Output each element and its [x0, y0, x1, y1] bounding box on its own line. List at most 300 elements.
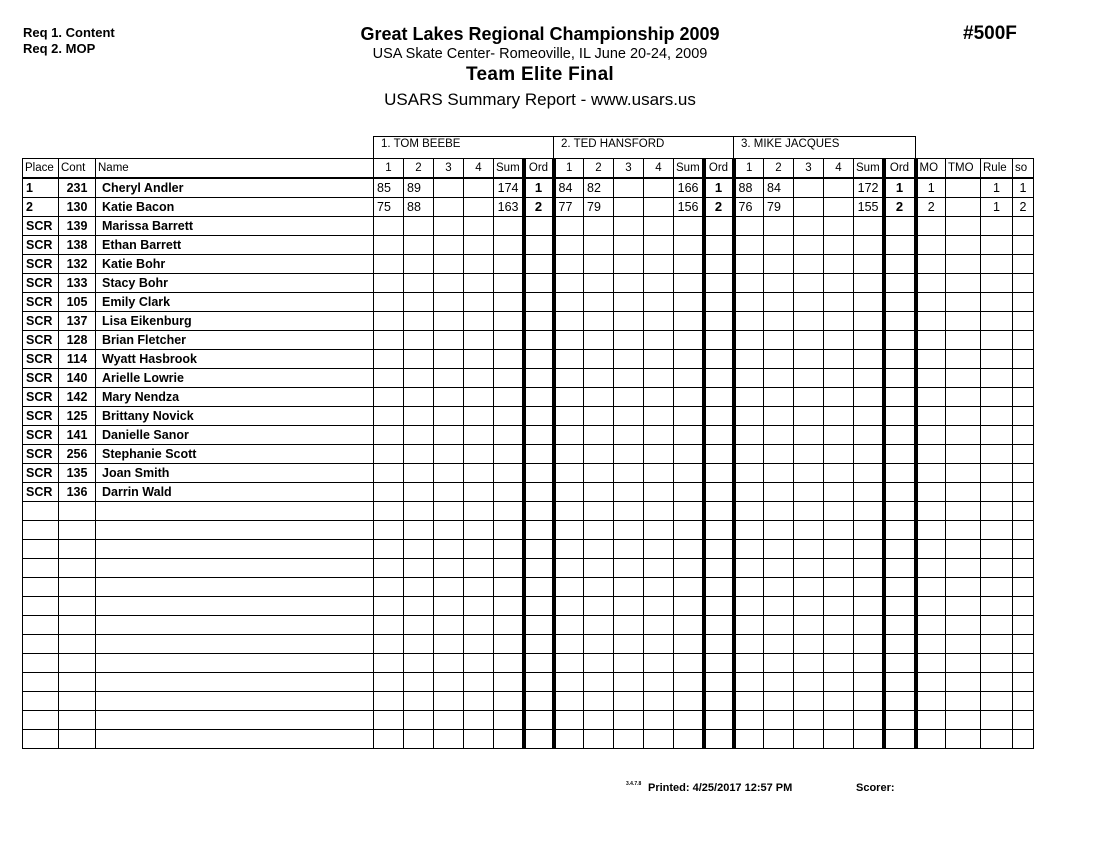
- judge-2-score-2: [584, 255, 614, 274]
- judge-2-score-1: [554, 350, 584, 369]
- judge-2-score-3: [614, 312, 644, 331]
- judge-2-score-4: [644, 559, 674, 578]
- column-header-row: [23, 159, 1034, 179]
- judge-3-score-2: [764, 559, 794, 578]
- judge-3-score-3: [794, 578, 824, 597]
- judge-1-score-1: [374, 369, 404, 388]
- contestant-number-cell: 125: [59, 407, 96, 426]
- judge-1-score-1: [374, 312, 404, 331]
- judge-2-score-4: [644, 350, 674, 369]
- judge-1-score-3: [434, 236, 464, 255]
- judge-2-score-1: [554, 217, 584, 236]
- judge-3-score-1: [734, 692, 764, 711]
- judge-1-ordinal: [524, 654, 554, 673]
- judge-1-score-2: [404, 540, 434, 559]
- judge-1-score-3: [434, 635, 464, 654]
- judge-3-sum: [854, 578, 884, 597]
- judge-2-score-1: [554, 445, 584, 464]
- judge-3-score-1: [734, 597, 764, 616]
- judge-2-score-1: [554, 483, 584, 502]
- rule-cell: [981, 369, 1013, 388]
- judge-3-sum: [854, 407, 884, 426]
- contestant-number-cell: [59, 521, 96, 540]
- judge-1-score-3: [434, 597, 464, 616]
- requirement-1: Req 1. Content: [23, 25, 115, 40]
- contestant-number-cell: [59, 711, 96, 730]
- judge-1-sum: 163: [494, 198, 524, 217]
- judge-2-score-2: [584, 369, 614, 388]
- judge-3-sum: [854, 483, 884, 502]
- rule-cell: [981, 692, 1013, 711]
- judge-3-score-3: [794, 502, 824, 521]
- judge-2-sum: [674, 597, 704, 616]
- judge-2-score-1: [554, 692, 584, 711]
- judge-1-ordinal: [524, 730, 554, 749]
- mo-cell: [916, 654, 946, 673]
- skater-name-cell: [96, 521, 374, 540]
- judge-2-score-2: [584, 692, 614, 711]
- tmo-cell: [946, 236, 981, 255]
- judge-1-sum: [494, 730, 524, 749]
- header-judge-3-col-3: 3: [794, 159, 824, 179]
- judge-3-sum: [854, 635, 884, 654]
- contestant-number-cell: [59, 635, 96, 654]
- judge-2-ordinal: [704, 692, 734, 711]
- judge-2-sum: [674, 388, 704, 407]
- judge-3-score-1: [734, 730, 764, 749]
- judge-2-score-4: [644, 255, 674, 274]
- judge-1-score-2: [404, 597, 434, 616]
- judge-1-score-2: [404, 236, 434, 255]
- judge-3-score-2: [764, 426, 794, 445]
- judge-2-score-2: [584, 464, 614, 483]
- judge-3-score-1: [734, 236, 764, 255]
- judge-2-sum: [674, 236, 704, 255]
- judge-3-score-2: [764, 255, 794, 274]
- judge-2-ordinal: [704, 578, 734, 597]
- header-judge-1-col-1: 1: [374, 159, 404, 179]
- judge-2-score-2: [584, 616, 614, 635]
- judge-3-ordinal: [884, 635, 916, 654]
- judge-2-score-3: [614, 616, 644, 635]
- judge-1-score-2: [404, 350, 434, 369]
- judge-2-score-2: [584, 521, 614, 540]
- judge-3-score-3: [794, 217, 824, 236]
- judge-1-ordinal: [524, 483, 554, 502]
- judge-1-score-4: [464, 274, 494, 293]
- judge-2-score-3: [614, 331, 644, 350]
- judge-1-score-2: [404, 217, 434, 236]
- judge-3-ordinal: [884, 711, 916, 730]
- judge-1-ordinal: [524, 274, 554, 293]
- judge-2-score-3: [614, 445, 644, 464]
- judge-1-score-2: [404, 521, 434, 540]
- judge-1-ordinal: [524, 388, 554, 407]
- judge-3-sum: [854, 426, 884, 445]
- judge-2-score-3: [614, 673, 644, 692]
- judge-3-score-1: [734, 350, 764, 369]
- so-cell: [1013, 559, 1034, 578]
- header-judge-2-col-4: 4: [644, 159, 674, 179]
- judge-2-score-2: [584, 217, 614, 236]
- skater-name-cell: [96, 540, 374, 559]
- judge-2-sum: [674, 673, 704, 692]
- competition-title: Great Lakes Regional Championship 2009: [360, 24, 720, 44]
- place-cell: SCR: [23, 407, 59, 426]
- contestant-number-cell: 256: [59, 445, 96, 464]
- skater-name-cell: [96, 597, 374, 616]
- judge-2-score-3: [614, 236, 644, 255]
- contestant-number-cell: 105: [59, 293, 96, 312]
- judge-3-sum: [854, 388, 884, 407]
- judge-2-sum: [674, 483, 704, 502]
- judge-3-ordinal: [884, 236, 916, 255]
- so-cell: [1013, 388, 1034, 407]
- judge-1-score-1: [374, 407, 404, 426]
- judge-2-ordinal: [704, 388, 734, 407]
- rule-cell: [981, 236, 1013, 255]
- judge-1-sum: [494, 255, 524, 274]
- judge-1-score-1: [374, 597, 404, 616]
- judge-1-score-3: [434, 198, 464, 217]
- judge-2-ordinal: 2: [704, 198, 734, 217]
- judge-1-score-1: [374, 730, 404, 749]
- judge-1-score-3: [434, 483, 464, 502]
- judge-3-score-2: [764, 635, 794, 654]
- judge-2-ordinal: [704, 274, 734, 293]
- so-cell: 2: [1013, 198, 1034, 217]
- judge-2-score-3: [614, 388, 644, 407]
- skater-name-cell: [96, 635, 374, 654]
- judge-2-score-1: [554, 407, 584, 426]
- rule-cell: [981, 388, 1013, 407]
- contestant-number-cell: 137: [59, 312, 96, 331]
- header-judge-2-col-2: 2: [584, 159, 614, 179]
- judge-3-score-1: [734, 502, 764, 521]
- judge-2-score-1: [554, 369, 584, 388]
- judge-1-score-4: [464, 597, 494, 616]
- judge-3-ordinal: [884, 578, 916, 597]
- place-cell: [23, 559, 59, 578]
- judge-3-score-2: [764, 445, 794, 464]
- judge-3-score-3: [794, 711, 824, 730]
- judge-3-score-4: [824, 236, 854, 255]
- contestant-number-cell: [59, 578, 96, 597]
- contestant-number-cell: 128: [59, 331, 96, 350]
- judge-1-score-1: 75: [374, 198, 404, 217]
- judge-3-score-3: [794, 255, 824, 274]
- judge-2-score-4: [644, 692, 674, 711]
- rule-cell: [981, 331, 1013, 350]
- judge-1-score-4: [464, 178, 494, 198]
- judge-2-score-3: [614, 350, 644, 369]
- judge-1-ordinal: [524, 540, 554, 559]
- skater-name-cell: Katie Bacon: [96, 198, 374, 217]
- judge-1-score-3: [434, 464, 464, 483]
- judge-2-score-2: 82: [584, 178, 614, 198]
- so-cell: [1013, 445, 1034, 464]
- judge-3-score-1: [734, 464, 764, 483]
- judge-2-sum: 166: [674, 178, 704, 198]
- blank-row: [23, 502, 1034, 521]
- judge-3-ordinal: [884, 654, 916, 673]
- judge-1-score-4: [464, 369, 494, 388]
- judge-3-ordinal: [884, 445, 916, 464]
- judge-2-sum: [674, 445, 704, 464]
- mo-cell: [916, 274, 946, 293]
- table-row: [23, 255, 1034, 274]
- judge-1-score-4: [464, 616, 494, 635]
- mo-cell: [916, 597, 946, 616]
- so-cell: [1013, 540, 1034, 559]
- place-cell: SCR: [23, 217, 59, 236]
- judge-3-score-4: [824, 578, 854, 597]
- place-cell: [23, 521, 59, 540]
- scorer-label: Scorer:: [856, 782, 895, 794]
- skater-name-cell: Cheryl Andler: [96, 178, 374, 198]
- tmo-cell: [946, 711, 981, 730]
- judge-1-sum: [494, 293, 524, 312]
- judge-2-score-1: [554, 388, 584, 407]
- rule-cell: [981, 711, 1013, 730]
- judge-1-score-3: [434, 217, 464, 236]
- judge-3-ordinal: 1: [884, 178, 916, 198]
- tmo-cell: [946, 293, 981, 312]
- judge-3-score-3: [794, 635, 824, 654]
- judge-3-score-2: [764, 274, 794, 293]
- judge-3-score-4: [824, 502, 854, 521]
- judge-2-score-4: [644, 654, 674, 673]
- judge-3-score-3: [794, 464, 824, 483]
- judge-3-ordinal: [884, 350, 916, 369]
- judge-3-score-4: [824, 407, 854, 426]
- judge-1-score-4: [464, 236, 494, 255]
- judge-3-sum: [854, 692, 884, 711]
- skater-name-cell: Lisa Eikenburg: [96, 312, 374, 331]
- judge-1-score-1: [374, 331, 404, 350]
- judge-3-score-1: [734, 540, 764, 559]
- judge-3-score-3: [794, 616, 824, 635]
- judge-1-sum: [494, 597, 524, 616]
- judge-2-sum: [674, 464, 704, 483]
- rule-cell: [981, 312, 1013, 331]
- judge-2-ordinal: [704, 217, 734, 236]
- judge-1-score-1: [374, 293, 404, 312]
- judge-2-score-1: [554, 616, 584, 635]
- judge-1-score-3: [434, 445, 464, 464]
- rule-cell: 1: [981, 178, 1013, 198]
- judge-1-score-2: [404, 635, 434, 654]
- judge-2-score-3: [614, 274, 644, 293]
- judge-3-score-2: [764, 502, 794, 521]
- judge-1-score-1: [374, 350, 404, 369]
- judge-1-score-3: [434, 692, 464, 711]
- judge-3-sum: 172: [854, 178, 884, 198]
- mo-cell: [916, 369, 946, 388]
- judge-3-score-4: [824, 198, 854, 217]
- skater-name-cell: Danielle Sanor: [96, 426, 374, 445]
- judge-2-score-3: [614, 464, 644, 483]
- rule-cell: [981, 635, 1013, 654]
- judge-3-ordinal: [884, 407, 916, 426]
- rule-cell: [981, 426, 1013, 445]
- judge-2-score-2: [584, 331, 614, 350]
- rule-cell: [981, 350, 1013, 369]
- judge-2-score-2: [584, 597, 614, 616]
- place-cell: [23, 616, 59, 635]
- so-cell: [1013, 711, 1034, 730]
- judge-3-score-4: [824, 445, 854, 464]
- judge-3-sum: [854, 502, 884, 521]
- judge-1-score-3: [434, 730, 464, 749]
- judge-2-ordinal: [704, 331, 734, 350]
- so-cell: [1013, 217, 1034, 236]
- judge-3-sum: [854, 673, 884, 692]
- so-cell: [1013, 502, 1034, 521]
- judge-1-score-3: [434, 540, 464, 559]
- judge-1-ordinal: [524, 692, 554, 711]
- judge-3-score-3: [794, 331, 824, 350]
- so-cell: [1013, 692, 1034, 711]
- judge-1-sum: [494, 312, 524, 331]
- judge-3-ordinal: [884, 331, 916, 350]
- judge-3-ordinal: [884, 312, 916, 331]
- tmo-cell: [946, 692, 981, 711]
- judge-2-score-4: [644, 483, 674, 502]
- judge-1-sum: [494, 350, 524, 369]
- tmo-cell: [946, 331, 981, 350]
- judge-2-score-2: [584, 426, 614, 445]
- so-cell: 1: [1013, 178, 1034, 198]
- judge-2-score-3: [614, 578, 644, 597]
- contestant-number-cell: 136: [59, 483, 96, 502]
- judge-3-score-2: [764, 616, 794, 635]
- tmo-cell: [946, 312, 981, 331]
- judge-3-score-2: [764, 692, 794, 711]
- table-row: [23, 274, 1034, 293]
- judge-3-score-4: [824, 293, 854, 312]
- judge-1-score-2: [404, 407, 434, 426]
- judge-1-score-2: [404, 464, 434, 483]
- judge-2-sum: [674, 578, 704, 597]
- header-place: Place: [23, 159, 59, 179]
- judge-3-sum: [854, 654, 884, 673]
- judge-3-score-4: [824, 540, 854, 559]
- mo-cell: [916, 521, 946, 540]
- blank-row: [23, 654, 1034, 673]
- judge-2-score-4: [644, 597, 674, 616]
- judge-2-score-1: 84: [554, 178, 584, 198]
- judge-2-score-3: [614, 635, 644, 654]
- judge-3-sum: [854, 559, 884, 578]
- judge-2-sum: [674, 426, 704, 445]
- judge-1-ordinal: [524, 711, 554, 730]
- judge-2-ordinal: [704, 350, 734, 369]
- judge-2-score-3: [614, 407, 644, 426]
- judge-2-score-4: [644, 293, 674, 312]
- tmo-cell: [946, 217, 981, 236]
- table-row: [23, 331, 1034, 350]
- header-judge-2-col-sum: Sum: [674, 159, 704, 179]
- judge-2-score-1: [554, 711, 584, 730]
- judge-2-score-4: [644, 198, 674, 217]
- mo-cell: [916, 559, 946, 578]
- mo-cell: [916, 445, 946, 464]
- judge-3-score-1: [734, 369, 764, 388]
- header-tmo: TMO: [946, 159, 981, 179]
- header-so: so: [1013, 159, 1034, 179]
- judge-3-ordinal: [884, 293, 916, 312]
- judge-1-ordinal: [524, 407, 554, 426]
- so-cell: [1013, 578, 1034, 597]
- judge-1-score-4: [464, 578, 494, 597]
- judge-3-score-1: [734, 616, 764, 635]
- judge-2-sum: [674, 730, 704, 749]
- judge-1-sum: [494, 274, 524, 293]
- judge-1-score-2: [404, 692, 434, 711]
- results-table: [22, 158, 1034, 749]
- judge-2-score-3: [614, 198, 644, 217]
- judge-1-sum: [494, 692, 524, 711]
- tmo-cell: [946, 521, 981, 540]
- judge-2-score-3: [614, 559, 644, 578]
- header-judge-3-col-sum: Sum: [854, 159, 884, 179]
- skater-name-cell: [96, 711, 374, 730]
- table-row: [23, 350, 1034, 369]
- judge-2-sum: [674, 559, 704, 578]
- judge-1-sum: [494, 616, 524, 635]
- judge-3-score-2: [764, 388, 794, 407]
- judge-3-score-1: [734, 274, 764, 293]
- judge-1-score-1: [374, 711, 404, 730]
- rule-cell: [981, 578, 1013, 597]
- tmo-cell: [946, 445, 981, 464]
- table-row: [23, 312, 1034, 331]
- place-cell: [23, 654, 59, 673]
- rule-cell: [981, 407, 1013, 426]
- so-cell: [1013, 236, 1034, 255]
- skater-name-cell: Arielle Lowrie: [96, 369, 374, 388]
- mo-cell: [916, 464, 946, 483]
- judge-1-score-4: [464, 711, 494, 730]
- so-cell: [1013, 635, 1034, 654]
- judge-2-sum: [674, 654, 704, 673]
- judge-3-ordinal: [884, 388, 916, 407]
- judge-2-sum: [674, 350, 704, 369]
- judge-3-ordinal: [884, 464, 916, 483]
- judge-1-score-1: [374, 445, 404, 464]
- so-cell: [1013, 521, 1034, 540]
- judge-3-score-4: [824, 464, 854, 483]
- judge-3-sum: [854, 331, 884, 350]
- judge-3-score-3: [794, 483, 824, 502]
- judge-1-score-4: [464, 312, 494, 331]
- contestant-number-cell: [59, 654, 96, 673]
- judge-3-ordinal: [884, 597, 916, 616]
- judge-1-score-1: [374, 616, 404, 635]
- judge-2-sum: [674, 369, 704, 388]
- judge-3-score-4: [824, 331, 854, 350]
- judge-3-score-4: [824, 178, 854, 198]
- judge-3-score-3: [794, 692, 824, 711]
- judge-2-score-1: [554, 635, 584, 654]
- judge-2-score-1: [554, 255, 584, 274]
- tmo-cell: [946, 464, 981, 483]
- place-cell: SCR: [23, 274, 59, 293]
- judge-1-ordinal: [524, 502, 554, 521]
- judge-2-ordinal: [704, 730, 734, 749]
- requirement-2: Req 2. MOP: [23, 41, 96, 56]
